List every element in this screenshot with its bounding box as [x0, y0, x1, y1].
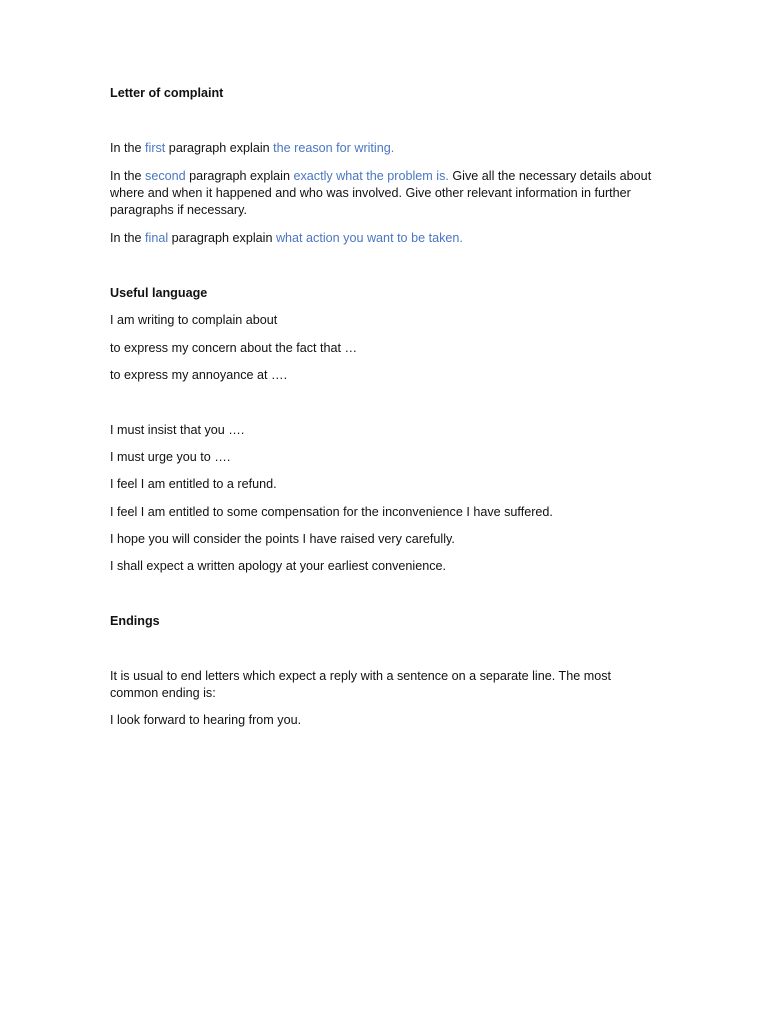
text-segment: paragraph explain — [185, 169, 294, 183]
highlight-action: what action you want to be taken. — [275, 231, 463, 245]
phrase-item: I am writing to complain about — [110, 313, 278, 327]
text-segment: paragraph explain — [165, 141, 274, 155]
paragraph-first-instruction — [110, 140, 670, 157]
document-title: Letter of complaint — [110, 86, 224, 100]
phrase-item: to express my concern about the fact that … — [110, 341, 358, 355]
paragraph-final-instruction — [110, 230, 670, 247]
highlight-final: final — [145, 231, 169, 245]
highlight-second: second — [145, 169, 186, 183]
highlight-problem: exactly what the problem is. — [293, 169, 449, 183]
paragraph-second-instruction — [110, 168, 658, 219]
phrase-item: I must urge you to …. — [110, 450, 231, 464]
text-segment: paragraph explain — [168, 231, 276, 245]
text-segment: In the — [110, 231, 146, 245]
highlight-first: first — [145, 141, 166, 155]
endings-example: I look forward to hearing from you. — [110, 713, 302, 727]
endings-heading: Endings — [110, 614, 160, 628]
phrase-item: I hope you will consider the points I have raised very carefully. — [110, 532, 455, 546]
phrase-item: to express my annoyance at …. — [110, 368, 288, 382]
phrase-item: I shall expect a written apology at your earliest convenience. — [110, 559, 447, 573]
phrase-item: I must insist that you …. — [110, 423, 245, 437]
endings-description: It is usual to end letters which expect a reply with a sentence on a separate line. The most common ending is: — [110, 669, 611, 700]
phrase-item: I feel I am entitled to a refund. — [110, 477, 277, 491]
highlight-reason: the reason for writing. — [273, 141, 395, 155]
text-segment: In the — [110, 169, 146, 183]
text-segment: In the — [110, 141, 146, 155]
useful-language-heading: Useful language — [110, 286, 208, 300]
text-segment: Give all the necessary details about where and when it happened and who was involved. Give other relevant information in further paragraphs if necessary. — [110, 169, 652, 217]
phrase-item: I feel I am entitled to some compensation for the inconvenience I have suffered. — [110, 505, 553, 519]
